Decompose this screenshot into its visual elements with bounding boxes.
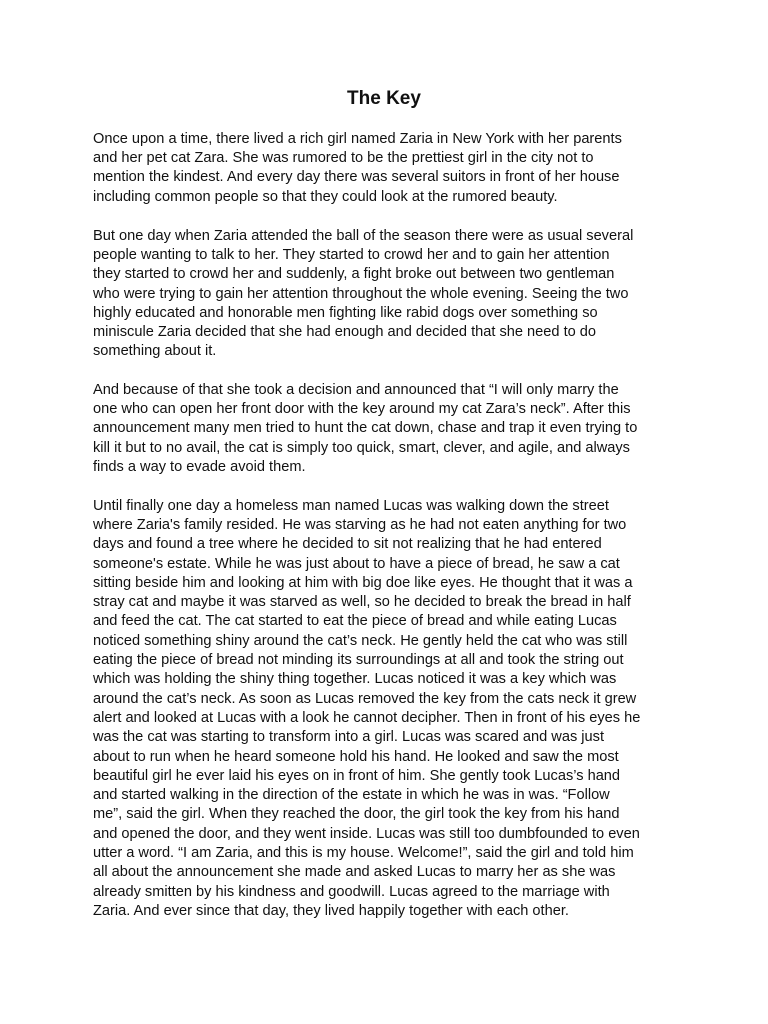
text-line: including common people so that they could look at the rumored beauty.: [93, 189, 558, 205]
text-line: already smitten by his kindness and goodwill. Lucas agreed to the marriage with: [93, 884, 610, 900]
text-line: and started walking in the direction of the estate in which he was in was. “Follow: [93, 787, 610, 803]
document-title: The Key: [347, 88, 421, 109]
text-line: announcement many men tried to hunt the cat down, chase and trap it even trying to: [93, 420, 638, 436]
text-line: someone's estate. While he was just about to have a piece of bread, he saw a cat: [93, 556, 620, 572]
text-line: alert and looked at Lucas with a look he cannot decipher. Then in front of his eyes he: [93, 710, 641, 726]
text-line: which was holding the shiny thing together. Lucas noticed it was a key which was: [93, 671, 617, 687]
text-line: something about it.: [93, 343, 217, 359]
text-line: Zaria. And ever since that day, they lived happily together with each other.: [93, 903, 569, 919]
text-line: Once upon a time, there lived a rich girl named Zaria in New York with her parents: [93, 131, 622, 147]
text-line: all about the announcement she made and asked Lucas to marry her as she was: [93, 864, 616, 880]
text-line: and feed the cat. The cat started to eat the piece of bread and while eating Lucas: [93, 613, 617, 629]
text-line: about to run when he heard someone hold his hand. He looked and saw the most: [93, 749, 619, 765]
text-line: kill it but to no avail, the cat is simply too quick, smart, clever, and agile, and always: [93, 440, 630, 456]
text-line: miniscule Zaria decided that she had enough and decided that she need to do: [93, 324, 597, 340]
text-line: and her pet cat Zara. She was rumored to be the prettiest girl in the city not to: [93, 150, 594, 166]
text-line: finds a way to evade avoid them.: [93, 459, 306, 475]
text-line: who were trying to gain her attention throughout the whole evening. Seeing the two: [93, 286, 629, 302]
text-line: highly educated and honorable men fighting like rabid dogs over something so: [93, 305, 598, 321]
text-line: But one day when Zaria attended the ball of the season there were as usual several: [93, 228, 634, 244]
text-line: days and found a tree where he decided to sit not realizing that he had entered: [93, 536, 602, 552]
text-line: where Zaria's family resided. He was starving as he had not eaten anything for two: [93, 517, 627, 533]
text-line: And because of that she took a decision and announced that “I will only marry the: [93, 382, 619, 398]
text-line: eating the piece of bread not minding its surroundings at all and took the string out: [93, 652, 624, 668]
text-line: utter a word. “I am Zaria, and this is my house. Welcome!”, said the girl and told him: [93, 845, 634, 861]
text-line: was the cat was starting to transform into a girl. Lucas was scared and was just: [93, 729, 605, 745]
text-line: and opened the door, and they went inside. Lucas was still too dumbfounded to even: [93, 826, 640, 842]
text-line: stray cat and maybe it was starved as well, so he decided to break the bread in half: [93, 594, 631, 610]
text-line: around the cat’s neck. As soon as Lucas removed the key from the cats neck it grew: [93, 691, 637, 707]
text-line: one who can open her front door with the key around my cat Zara’s neck”. After this: [93, 401, 631, 417]
text-line: Until finally one day a homeless man named Lucas was walking down the street: [93, 498, 609, 514]
text-line: beautiful girl he ever laid his eyes on in front of him. She gently took Lucas’s hand: [93, 768, 621, 784]
text-line: noticed something shiny around the cat’s neck. He gently held the cat who was still: [93, 633, 628, 649]
text-line: sitting beside him and looking at him with big doe like eyes. He thought that it was a: [93, 575, 633, 591]
text-line: me”, said the girl. When they reached the door, the girl took the key from his hand: [93, 806, 620, 822]
text-line: people wanting to talk to her. They started to crowd her and to gain her attention: [93, 247, 610, 263]
text-line: they started to crowd her and suddenly, a fight broke out between two gentleman: [93, 266, 615, 282]
text-line: mention the kindest. And every day there was several suitors in front of her house: [93, 169, 620, 185]
